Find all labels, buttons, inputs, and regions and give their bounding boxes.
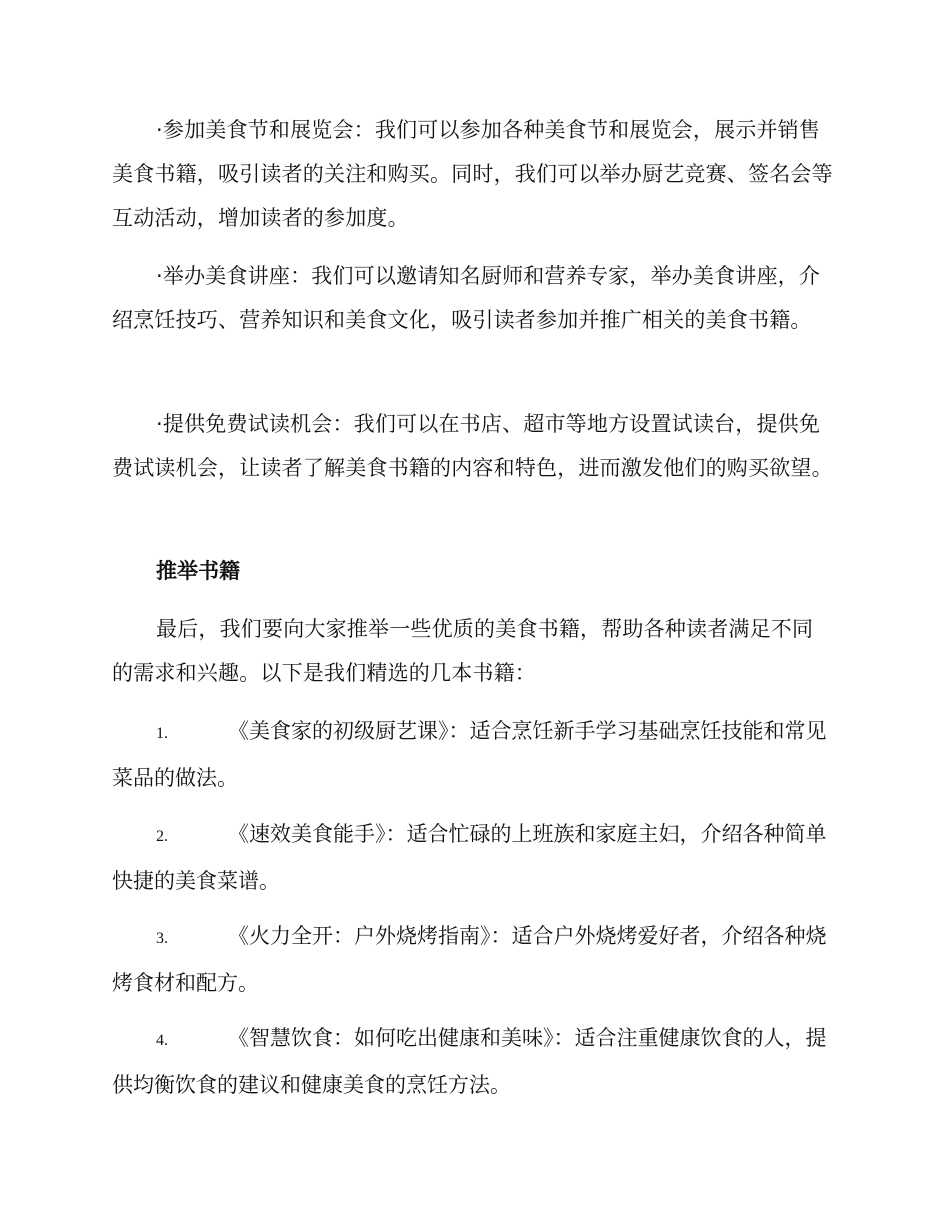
list-item: [112, 812, 834, 903]
list-number: 3.: [156, 930, 168, 947]
list-text: 《火力全开：户外烧烤指南》：适合户外烧烤爱好者，介绍各种烧烤食材和配方。: [112, 924, 827, 995]
list-item: [112, 914, 834, 1005]
paragraph-free-trial: ·提供免费试读机会：我们可以在书店、超市等地方设置试读台，提供免费试读机会，让读者了解美食书籍的内容和特色，进而激发他们的购买欲望。: [112, 412, 833, 480]
list-text: 《智慧饮食：如何吃出健康和美味》：适合注重健康饮食的人，提供均衡饮食的建议和健康美食的烹饪方法。: [112, 1026, 827, 1097]
list-text: 《美食家的初级厨艺课》：适合烹饪新手学习基础烹饪技能和常见菜品的做法。: [112, 719, 827, 790]
list-number: 1.: [156, 725, 168, 742]
list-number: 2.: [156, 828, 168, 845]
paragraph-food-lecture: ·举办美食讲座：我们可以邀请知名厨师和营养专家，举办美食讲座，介绍烹饪技巧、营养知识和美食文化，吸引读者参加并推广相关的美食书籍。: [112, 264, 821, 332]
section-heading: 推举书籍: [156, 559, 240, 583]
paragraph-intro: 最后，我们要向大家推举一些优质的美食书籍，帮助各种读者满足不同的需求和兴趣。以下是我们精选的几本书籍：: [112, 617, 814, 685]
list-text: 《速效美食能手》：适合忙碌的上班族和家庭主妇，介绍各种简单快捷的美食菜谱。: [112, 822, 827, 893]
list-item: [112, 709, 834, 800]
list-item: [112, 1016, 834, 1107]
paragraph-food-festival: ·参加美食节和展览会：我们可以参加各种美食节和展览会，展示并销售美食书籍，吸引读者的关注和购买。同时，我们可以举办厨艺竞赛、签名会等互动活动，增加读者的参加度。: [112, 118, 833, 230]
list-number: 4.: [156, 1032, 168, 1049]
